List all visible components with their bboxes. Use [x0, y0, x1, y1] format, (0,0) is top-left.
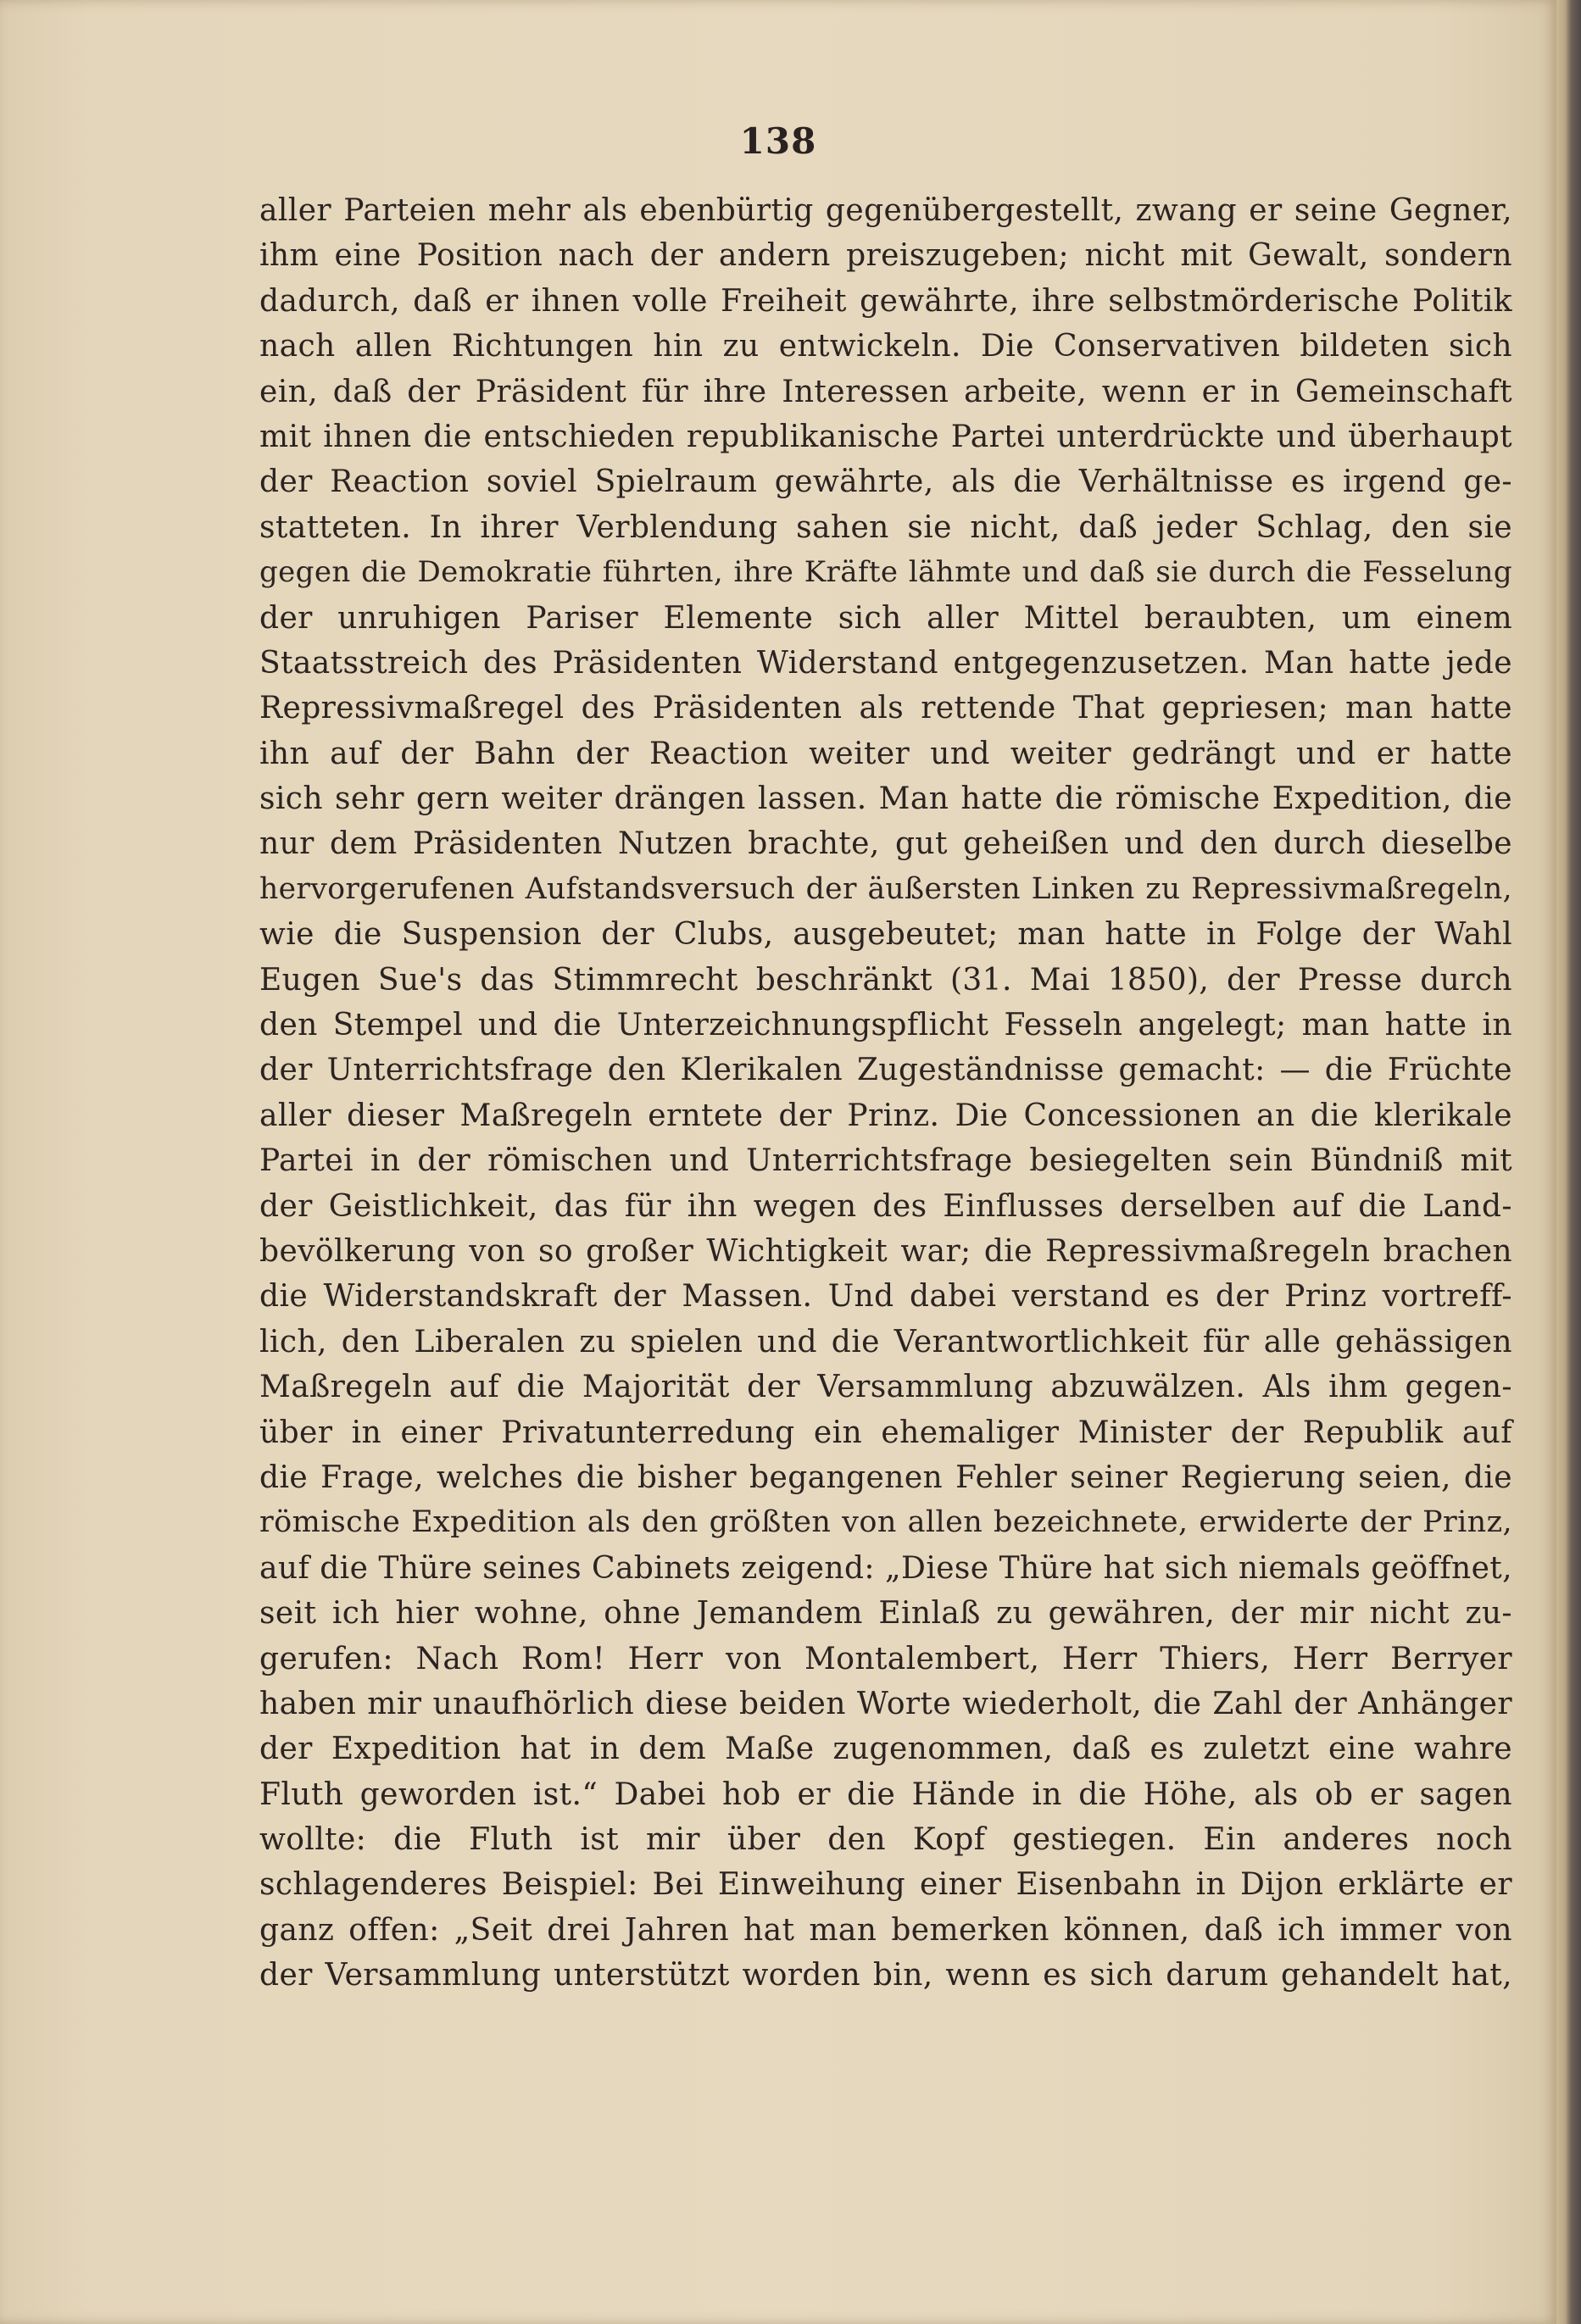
text-line: über in einer Privatunterredung ein ehemaliger Minister der Republik auf	[259, 1415, 1512, 1450]
text-line: die Frage, welches die bisher begangenen Fehler seiner Regierung seien, die	[259, 1459, 1512, 1495]
text-line: der Unterrichtsfrage den Klerikalen Zugeständnisse gemacht: — die Früchte	[259, 1053, 1512, 1088]
text-line: ganz offen: „Seit drei Jahren hat man bemerken können, daß ich immer von	[259, 1912, 1512, 1948]
text-line: hervorgerufenen Aufstandsversuch der äußersten Linken zu Repressivmaßregeln,	[259, 871, 1512, 906]
text-line: die Widerstandskraft der Massen. Und dabei verstand es der Prinz vortreff-	[259, 1279, 1512, 1315]
text-line: Staatsstreich des Präsidenten Widerstand entgegenzusetzen. Man hatte jede	[259, 645, 1512, 681]
text-line: auf die Thüre seines Cabinets zeigend: „Diese Thüre hat sich niemals geöffnet,	[259, 1550, 1512, 1586]
text-line: Partei in der römischen und Unterrichtsfrage besiegelten sein Bündniß mit	[259, 1143, 1512, 1179]
text-line: der Reaction soviel Spielraum gewährte, als die Verhältnisse es irgend ge-	[259, 464, 1512, 500]
text-line: römische Expedition als den größten von allen bezeichnete, erwiderte der Prinz,	[259, 1505, 1512, 1540]
page-number: 138	[739, 120, 817, 162]
text-line: Maßregeln auf die Majorität der Versammlung abzuwälzen. Als ihm gegen-	[259, 1370, 1512, 1405]
text-line: wollte: die Fluth ist mir über den Kopf gestiegen. Ein anderes noch	[259, 1822, 1512, 1858]
text-line: bevölkerung von so großer Wichtigkeit war; die Repressivmaßregeln brachen	[259, 1233, 1512, 1269]
text-line: schlagenderes Beispiel: Bei Einweihung einer Eisenbahn in Dijon erklärte er	[259, 1867, 1512, 1903]
text-line: den Stempel und die Unterzeichnungspflicht Fesseln angelegt; man hatte in	[259, 1008, 1512, 1043]
text-line: Repressivmaßregel des Präsidenten als rettende That gepriesen; man hatte	[259, 691, 1512, 726]
text-line: gerufen: Nach Rom! Herr von Montalembert, Herr Thiers, Herr Berryer	[259, 1641, 1512, 1676]
text-line: nur dem Präsidenten Nutzen brachte, gut geheißen und den durch dieselbe	[259, 826, 1512, 862]
text-line: sich sehr gern weiter drängen lassen. Man hatte die römische Expedition, die	[259, 781, 1512, 817]
page-edge-shadow	[1556, 0, 1581, 2324]
text-line: ihn auf der Bahn der Reaction weiter und weiter gedrängt und er hatte	[259, 736, 1512, 771]
text-line: der unruhigen Pariser Elemente sich aller Mittel beraubten, um einem	[259, 600, 1512, 636]
text-line: der Expedition hat in dem Maße zugenommen, daß es zuletzt eine wahre	[259, 1732, 1512, 1767]
text-line: seit ich hier wohne, ohne Jemandem Einlaß zu gewähren, der mir nicht zu-	[259, 1596, 1512, 1632]
text-line: dadurch, daß er ihnen volle Freiheit gewährte, ihre selbstmörderische Politik	[259, 283, 1512, 319]
text-line: Eugen Sue's das Stimmrecht beschränkt (31. Mai 1850), der Presse durch	[259, 962, 1512, 998]
text-line: haben mir unaufhörlich diese beiden Worte wiederholt, die Zahl der Anhänger	[259, 1686, 1512, 1721]
text-line: Fluth geworden ist.“ Dabei hob er die Hände in die Höhe, als ob er sagen	[259, 1776, 1512, 1812]
text-line: ein, daß der Präsident für ihre Interessen arbeite, wenn er in Gemeinschaft	[259, 374, 1512, 409]
text-line: aller dieser Maßregeln erntete der Prinz. Die Concessionen an die klerikale	[259, 1098, 1512, 1133]
text-line: der Geistlichkeit, das für ihn wegen des Einflusses derselben auf die Land-	[259, 1188, 1512, 1224]
text-line: statteten. In ihrer Verblendung sahen sie nicht, daß jeder Schlag, den sie	[259, 509, 1512, 545]
text-line: aller Parteien mehr als ebenbürtig gegenübergestellt, zwang er seine Gegner,	[259, 193, 1512, 228]
text-line: ihm eine Position nach der andern preiszugeben; nicht mit Gewalt, sondern	[259, 238, 1512, 274]
text-line: wie die Suspension der Clubs, ausgebeutet; man hatte in Folge der Wahl	[259, 917, 1512, 953]
text-line: nach allen Richtungen hin zu entwickeln. Die Conservativen bildeten sich	[259, 329, 1512, 364]
body-text	[259, 188, 1512, 1999]
text-line: der Versammlung unterstützt worden bin, wenn es sich darum gehandelt hat,	[259, 1958, 1512, 1993]
text-line: gegen die Demokratie führten, ihre Kräfte lähmte und daß sie durch die Fesselung	[259, 555, 1512, 590]
text-line: lich, den Liberalen zu spielen und die Verantwortlichkeit für alle gehässigen	[259, 1324, 1512, 1359]
text-line: mit ihnen die entschieden republikanische Partei unterdrückte und überhaupt	[259, 419, 1512, 454]
